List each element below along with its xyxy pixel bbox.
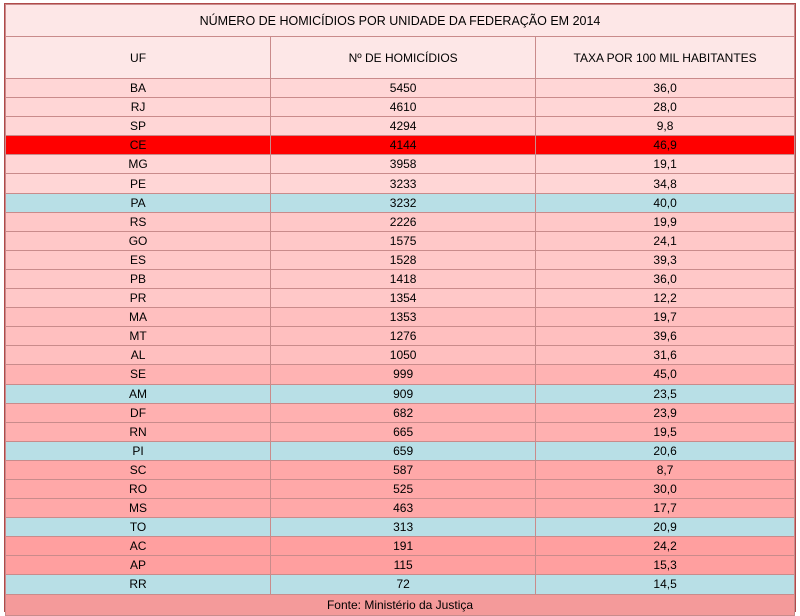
table-row <box>6 117 795 136</box>
cell-uf: BA <box>6 79 271 98</box>
column-header-uf: UF <box>6 37 271 79</box>
cell-rate: 39,3 <box>536 250 795 269</box>
cell-rate: 12,2 <box>536 289 795 308</box>
cell-uf: AC <box>6 537 271 556</box>
cell-uf: MS <box>6 499 271 518</box>
cell-uf: PB <box>6 269 271 288</box>
table-row <box>6 250 795 269</box>
table-row <box>6 79 795 98</box>
table-row <box>6 231 795 250</box>
cell-uf: MT <box>6 327 271 346</box>
cell-homicides: 909 <box>271 384 536 403</box>
cell-homicides: 1354 <box>271 289 536 308</box>
cell-rate: 17,7 <box>536 499 795 518</box>
cell-uf: RN <box>6 422 271 441</box>
column-header-homicides: Nº DE HOMICÍDIOS <box>271 37 536 79</box>
cell-rate: 24,1 <box>536 231 795 250</box>
cell-rate: 19,7 <box>536 308 795 327</box>
cell-homicides: 587 <box>271 460 536 479</box>
cell-rate: 46,9 <box>536 136 795 155</box>
cell-homicides: 3233 <box>271 174 536 193</box>
cell-rate: 19,5 <box>536 422 795 441</box>
cell-uf: AP <box>6 556 271 575</box>
homicides-table-container <box>4 3 796 612</box>
table-row <box>6 174 795 193</box>
table-title-row <box>6 5 795 37</box>
cell-rate: 40,0 <box>536 193 795 212</box>
table-row <box>6 212 795 231</box>
homicides-table <box>5 4 795 616</box>
cell-rate: 36,0 <box>536 269 795 288</box>
cell-rate: 34,8 <box>536 174 795 193</box>
cell-rate: 23,9 <box>536 403 795 422</box>
cell-uf: ES <box>6 250 271 269</box>
cell-homicides: 1418 <box>271 269 536 288</box>
cell-uf: PI <box>6 441 271 460</box>
cell-uf: RR <box>6 575 271 594</box>
cell-rate: 20,9 <box>536 518 795 537</box>
cell-homicides: 1050 <box>271 346 536 365</box>
table-row <box>6 289 795 308</box>
cell-uf: PR <box>6 289 271 308</box>
table-row <box>6 269 795 288</box>
cell-rate: 9,8 <box>536 117 795 136</box>
cell-uf: AL <box>6 346 271 365</box>
cell-homicides: 72 <box>271 575 536 594</box>
table-row <box>6 575 795 594</box>
table-row <box>6 155 795 174</box>
cell-rate: 36,0 <box>536 79 795 98</box>
table-row <box>6 422 795 441</box>
cell-homicides: 2226 <box>271 212 536 231</box>
cell-uf: CE <box>6 136 271 155</box>
cell-rate: 23,5 <box>536 384 795 403</box>
cell-homicides: 1353 <box>271 308 536 327</box>
table-row <box>6 403 795 422</box>
cell-uf: GO <box>6 231 271 250</box>
table-row <box>6 365 795 384</box>
cell-uf: SE <box>6 365 271 384</box>
cell-uf: PA <box>6 193 271 212</box>
table-row <box>6 384 795 403</box>
cell-uf: PE <box>6 174 271 193</box>
table-row <box>6 518 795 537</box>
table-title: NÚMERO DE HOMICÍDIOS POR UNIDADE DA FEDERAÇÃO EM 2014 <box>6 5 795 37</box>
cell-uf: RO <box>6 479 271 498</box>
cell-rate: 15,3 <box>536 556 795 575</box>
cell-homicides: 191 <box>271 537 536 556</box>
cell-uf: RS <box>6 212 271 231</box>
cell-homicides: 659 <box>271 441 536 460</box>
cell-homicides: 682 <box>271 403 536 422</box>
cell-rate: 20,6 <box>536 441 795 460</box>
cell-uf: MG <box>6 155 271 174</box>
cell-rate: 45,0 <box>536 365 795 384</box>
table-body <box>6 79 795 595</box>
cell-homicides: 665 <box>271 422 536 441</box>
table-row <box>6 499 795 518</box>
column-header-rate: TAXA POR 100 MIL HABITANTES <box>536 37 795 79</box>
cell-uf: SP <box>6 117 271 136</box>
table-row <box>6 441 795 460</box>
cell-homicides: 525 <box>271 479 536 498</box>
cell-rate: 30,0 <box>536 479 795 498</box>
cell-uf: SC <box>6 460 271 479</box>
table-row <box>6 346 795 365</box>
cell-uf: MA <box>6 308 271 327</box>
table-row <box>6 556 795 575</box>
cell-homicides: 3232 <box>271 193 536 212</box>
cell-homicides: 1528 <box>271 250 536 269</box>
cell-homicides: 463 <box>271 499 536 518</box>
table-row <box>6 308 795 327</box>
table-row <box>6 460 795 479</box>
cell-rate: 14,5 <box>536 575 795 594</box>
source-note: Fonte: Ministério da Justiça <box>6 594 795 615</box>
cell-homicides: 115 <box>271 556 536 575</box>
cell-rate: 28,0 <box>536 98 795 117</box>
cell-homicides: 4144 <box>271 136 536 155</box>
table-row <box>6 193 795 212</box>
cell-rate: 8,7 <box>536 460 795 479</box>
cell-rate: 24,2 <box>536 537 795 556</box>
table-row <box>6 537 795 556</box>
cell-homicides: 4294 <box>271 117 536 136</box>
table-row <box>6 327 795 346</box>
cell-homicides: 313 <box>271 518 536 537</box>
table-row <box>6 98 795 117</box>
cell-homicides: 4610 <box>271 98 536 117</box>
table-row <box>6 479 795 498</box>
cell-uf: DF <box>6 403 271 422</box>
cell-homicides: 3958 <box>271 155 536 174</box>
cell-uf: TO <box>6 518 271 537</box>
table-header-row <box>6 37 795 79</box>
cell-rate: 19,9 <box>536 212 795 231</box>
cell-homicides: 999 <box>271 365 536 384</box>
table-row <box>6 136 795 155</box>
cell-homicides: 5450 <box>271 79 536 98</box>
cell-rate: 31,6 <box>536 346 795 365</box>
table-footer-row <box>6 594 795 615</box>
cell-homicides: 1276 <box>271 327 536 346</box>
cell-uf: RJ <box>6 98 271 117</box>
cell-uf: AM <box>6 384 271 403</box>
cell-rate: 19,1 <box>536 155 795 174</box>
cell-homicides: 1575 <box>271 231 536 250</box>
cell-rate: 39,6 <box>536 327 795 346</box>
